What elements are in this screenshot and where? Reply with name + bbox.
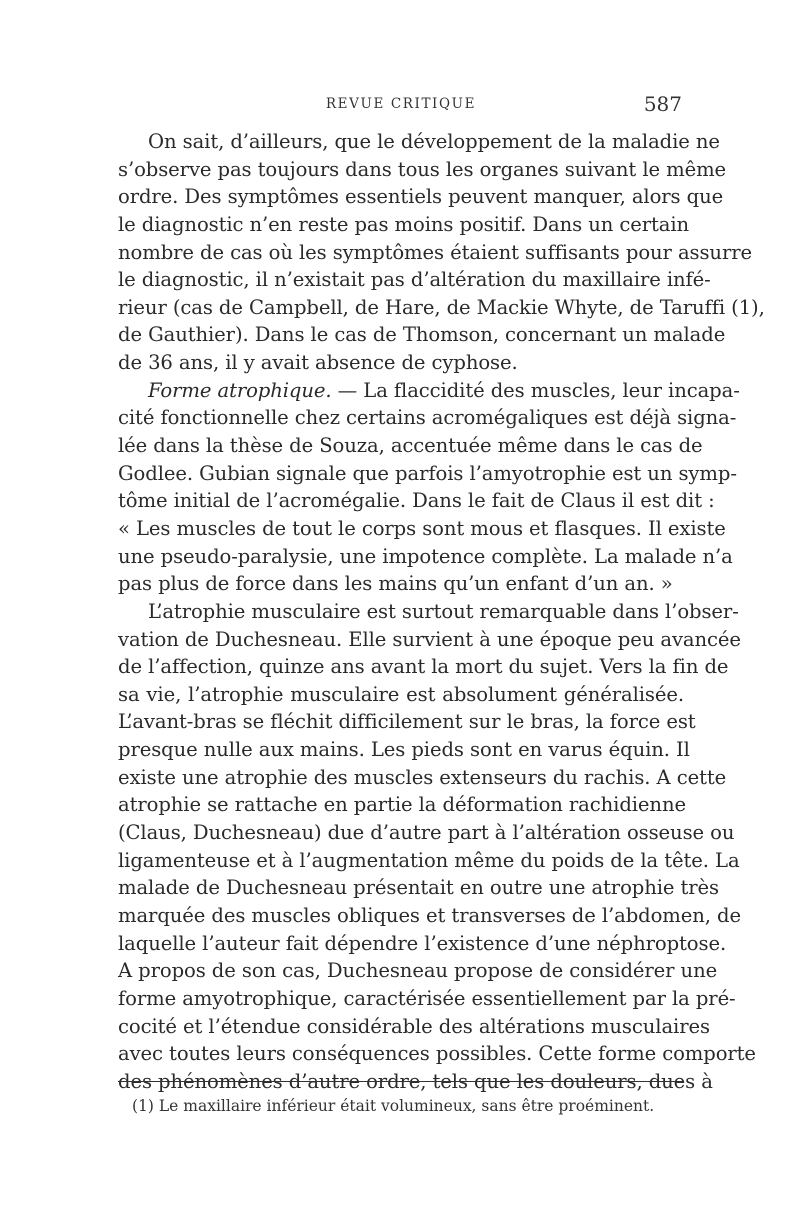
text-line: (Claus, Duchesneau) due d’autre part à l’altération osseuse ou [118, 821, 735, 845]
text-line: Godlee. Gubian signale que parfois l’amyotrophie est un symp- [118, 461, 737, 485]
text-line: malade de Duchesneau présentait en outre une atrophie très [118, 876, 720, 900]
text-line: de Gauthier). Dans le cas de Thomson, concernant un malade [118, 323, 726, 347]
text-line: rieur (cas de Campbell, de Hare, de Mackie Whyte, de Taruffi (1), [118, 295, 765, 319]
text-line: avec toutes leurs conséquences possibles. Cette forme comporte [118, 1042, 756, 1066]
text-line: de 36 ans, il y avait absence de cyphose. [118, 351, 518, 375]
text-line: existe une atrophie des muscles extenseurs du rachis. A cette [118, 765, 727, 789]
footnote: (1) Le maxillaire inférieur était volumineux, sans être proéminent. [132, 1097, 655, 1115]
text-line: presque nulle aux mains. Les pieds sont en varus équin. Il [118, 738, 690, 762]
body-text [118, 128, 765, 1095]
text-line: sa vie, l’atrophie musculaire est absolument généralisée. [118, 682, 684, 706]
text-line: de l’affection, quinze ans avant la mort du sujet. Vers la fin de [118, 655, 729, 679]
section-heading-italic: Forme atrophique. [148, 378, 332, 402]
text-line: le diagnostic n’en reste pas moins positif. Dans un certain [118, 212, 690, 236]
text-line: marquée des muscles obliques et transverses de l’abdomen, de [118, 903, 741, 927]
text-line: cité fonctionnelle chez certains acromégaliques est déjà signa- [118, 406, 737, 430]
text-line: pas plus de force dans les mains qu’un enfant d’un an. » [118, 572, 673, 596]
text-line: ligamenteuse et à l’augmentation même du poids de la tête. La [118, 848, 740, 872]
text-line: L’avant-bras se fléchit difficilement sur le bras, la force est [118, 710, 696, 734]
footnote-divider [118, 1081, 684, 1082]
text-line-rest: — La flaccidité des muscles, leur incapa- [331, 378, 740, 402]
text-line: L’atrophie musculaire est surtout remarquable dans l’obser- [148, 599, 739, 623]
text-line: vation de Duchesneau. Elle survient à une époque peu avancée [118, 627, 741, 651]
running-title: REVUE CRITIQUE [325, 96, 477, 112]
text-line: On sait, d’ailleurs, que le développement de la maladie ne [148, 130, 720, 153]
text-line: « Les muscles de tout le corps sont mous et flasques. Il existe [118, 516, 726, 540]
text-line: une pseudo-paralysie, une impotence complète. La malade n’a [118, 544, 733, 568]
text-line: des phénomènes d’autre ordre, tels que les douleurs, dues à [118, 1069, 713, 1093]
text-line: tôme initial de l’acromégalie. Dans le fait de Claus il est dit : [118, 489, 715, 513]
text-line: nombre de cas où les symptômes étaient suffisants pour assurre [118, 240, 752, 264]
text-line: lée dans la thèse de Souza, accentuée même dans le cas de [118, 434, 703, 458]
text-line-with-heading [118, 377, 740, 405]
text-line: ordre. Des symptômes essentiels peuvent manquer, alors que [118, 185, 724, 209]
text-line: laquelle l’auteur fait dépendre l’existence d’une néphroptose. [118, 931, 727, 955]
running-head [118, 92, 684, 118]
text-line: s’observe pas toujours dans tous les organes suivant le même [118, 157, 727, 181]
text-line: le diagnostic, il n’existait pas d’altération du maxillaire infé- [118, 268, 711, 292]
text-line: forme amyotrophique, caractérisée essentiellement par la pré- [118, 986, 736, 1010]
text-line: atrophie se rattache en partie la déformation rachidienne [118, 793, 686, 817]
text-line: cocité et l’étendue considérable des altérations musculaires [118, 1014, 710, 1038]
page-number: 587 [643, 92, 682, 116]
text-line: A propos de son cas, Duchesneau propose de considérer une [118, 959, 718, 983]
